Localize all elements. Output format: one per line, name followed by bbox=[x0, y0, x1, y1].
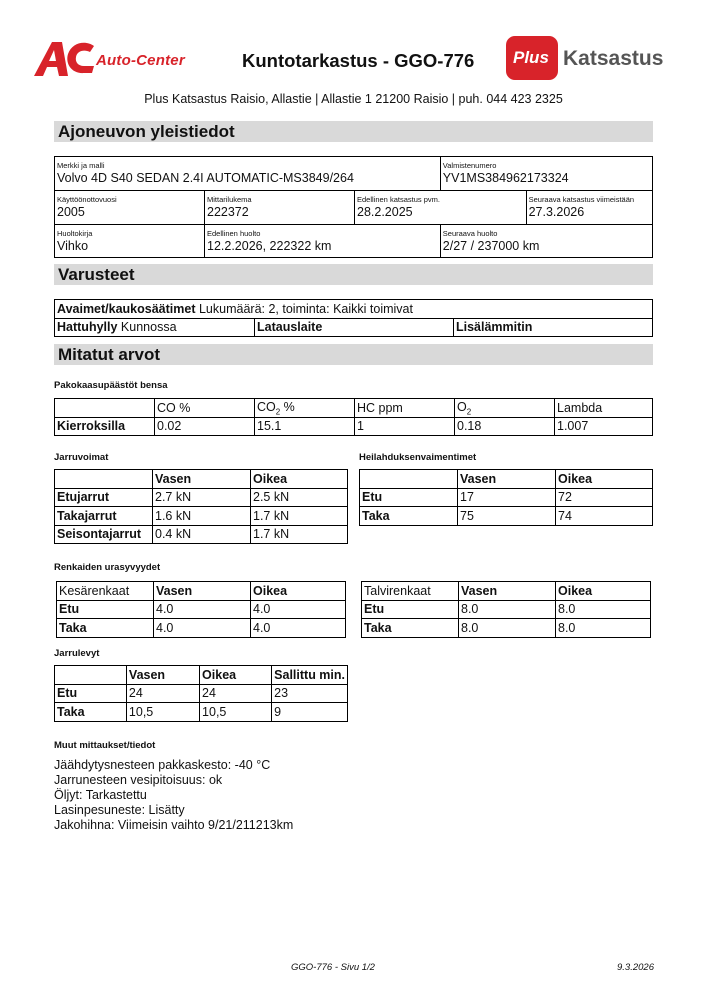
tread-title: Renkaiden urasyvyydet bbox=[54, 562, 161, 573]
plus-katsastus-logo bbox=[506, 36, 676, 82]
table-row: Taka 8.0 8.0 bbox=[362, 619, 651, 638]
emissions-title: Pakokaasupäästöt bensa bbox=[54, 380, 168, 391]
table-row: Takajarrut 1.6 kN 1.7 kN bbox=[55, 507, 348, 526]
shocks-table bbox=[359, 469, 653, 526]
emissions-co2-value: 15.1 bbox=[255, 417, 355, 436]
table-row: Etu 8.0 8.0 bbox=[362, 600, 651, 619]
emissions-row-label: Kierroksilla bbox=[55, 417, 155, 436]
footer-page: GGO-776 - Sivu 1/2 bbox=[291, 962, 375, 973]
tread-winter-table: Talvirenkaat Vasen Oikea Etu 8.0 8.0 Taka 8.0 8.0 bbox=[361, 581, 651, 638]
vin-cell: Valmistenumero YV1MS384962173324 bbox=[440, 157, 652, 191]
auto-center-logo-text: Auto-Center bbox=[96, 52, 185, 69]
hatshelf-cell: Hattuhylly Kunnossa bbox=[55, 318, 255, 337]
other-list bbox=[54, 758, 293, 833]
next-service-cell: Seuraava huolto 2/27 / 237000 km bbox=[440, 225, 652, 258]
station-info: Plus Katsastus Raisio, Allastie | Allastie 1 21200 Raisio | puh. 044 423 2325 bbox=[144, 92, 563, 106]
tread-winter-label: Talvirenkaat bbox=[362, 582, 459, 601]
service-book-cell: Huoltokirja Vihko bbox=[55, 225, 205, 258]
section-general: Ajoneuvon yleistiedot bbox=[54, 121, 653, 142]
equipment-table bbox=[54, 299, 653, 337]
table-row: Etu 4.0 4.0 bbox=[57, 600, 346, 619]
heater-cell: Lisälämmitin bbox=[454, 318, 653, 337]
emissions-table bbox=[54, 398, 653, 436]
emissions-header-hc: HC ppm bbox=[355, 399, 455, 418]
table-row: Taka 10,5 10,5 9 bbox=[55, 703, 348, 722]
tread-summer-label: Kesärenkaat bbox=[57, 582, 154, 601]
emissions-hc-value: 1 bbox=[355, 417, 455, 436]
keys-cell: Avaimet/kaukosäätimet Lukumäärä: 2, toiminta: Kaikki toimivat bbox=[55, 300, 653, 319]
brakes-header-left: Vasen bbox=[153, 470, 251, 489]
emissions-header-co2: $CO_2$ % bbox=[255, 399, 355, 418]
table-row: Etu 24 24 23 bbox=[55, 684, 348, 703]
charger-cell: Latauslaite bbox=[255, 318, 454, 337]
table-row: Taka 75 74 bbox=[360, 507, 653, 526]
last-inspection-cell: Edellinen katsastus pvm. 28.2.2025 bbox=[355, 191, 527, 225]
odometer-cell: Mittarilukema 222372 bbox=[205, 191, 355, 225]
last-service-cell: Edellinen huolto 12.2.2026, 222322 km bbox=[205, 225, 441, 258]
list-item: Lasinpesuneste: Lisätty bbox=[54, 803, 185, 817]
emissions-header-o2: $O_2$ bbox=[455, 399, 555, 418]
emissions-o2-value: 0.18 bbox=[455, 417, 555, 436]
discs-title: Jarrulevyt bbox=[54, 648, 100, 659]
plus-badge: Plus bbox=[506, 36, 558, 80]
tread-summer-table: Kesärenkaat Vasen Oikea Etu 4.0 4.0 Taka 4.0 4.0 bbox=[56, 581, 346, 638]
section-measured: Mitatut arvot bbox=[54, 344, 653, 365]
shocks-title: Heilahduksenvaimentimet bbox=[359, 452, 477, 463]
section-equipment: Varusteet bbox=[54, 264, 653, 285]
next-inspection-cell: Seuraava katsastus viimeistään 27.3.2026 bbox=[526, 191, 652, 225]
emissions-lambda-value: 1.007 bbox=[555, 417, 653, 436]
table-row: Taka 4.0 4.0 bbox=[57, 619, 346, 638]
footer-date: 9.3.2026 bbox=[617, 962, 654, 973]
table-row: Seisontajarrut 0.4 kN 1.7 kN bbox=[55, 525, 348, 544]
emissions-header-co: CO % bbox=[155, 399, 255, 418]
general-info-table bbox=[54, 156, 653, 258]
first-use-cell: Käyttöönottovuosi 2005 bbox=[55, 191, 205, 225]
other-title: Muut mittaukset/tiedot bbox=[54, 740, 156, 751]
auto-center-logo-icon bbox=[34, 40, 96, 78]
shocks-header-right: Oikea bbox=[556, 470, 653, 489]
list-item: Öljyt: Tarkastettu bbox=[54, 788, 147, 802]
make-cell: Merkki ja malli Volvo 4D S40 SEDAN 2.4I AUTOMATIC-MS3849/264 bbox=[55, 157, 441, 191]
emissions-co-value: 0.02 bbox=[155, 417, 255, 436]
auto-center-logo bbox=[34, 40, 204, 80]
table-row: Etujarrut 2.7 kN 2.5 kN bbox=[55, 488, 348, 507]
brakes-title: Jarruvoimat bbox=[54, 452, 109, 463]
shocks-header-left: Vasen bbox=[458, 470, 556, 489]
page-title: Kuntotarkastus - GGO-776 bbox=[242, 50, 475, 71]
table-row: Etu 17 72 bbox=[360, 488, 653, 507]
list-item: Jakohihna: Viimeisin vaihto 9/21/211213km bbox=[54, 818, 294, 832]
brakes-header-right: Oikea bbox=[251, 470, 348, 489]
discs-table: Vasen Oikea Sallittu min. Etu 24 24 23 Taka 10,5 10,5 9 bbox=[54, 665, 348, 722]
brakes-table bbox=[54, 469, 348, 544]
list-item: Jäähdytysnesteen pakkaskesto: -40 °C bbox=[54, 758, 271, 772]
plus-logo-name: Katsastus bbox=[563, 47, 664, 70]
list-item: Jarrunesteen vesipitoisuus: ok bbox=[54, 773, 223, 787]
emissions-header-lambda: Lambda bbox=[555, 399, 653, 418]
